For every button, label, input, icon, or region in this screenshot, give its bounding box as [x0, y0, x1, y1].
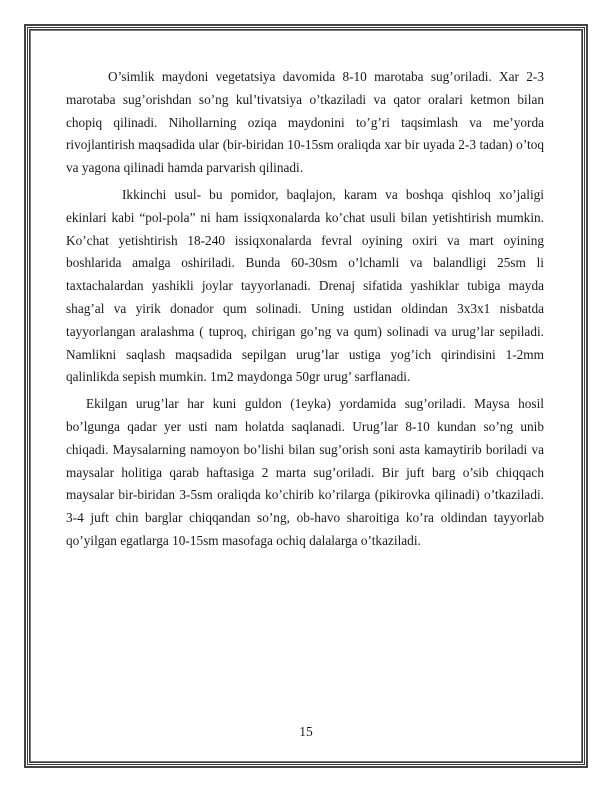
page-number: 15 [299, 724, 313, 739]
document-body [66, 66, 544, 553]
paragraph-seedling-method: Ikkinchi usul- bu pomidor, baqlajon, karam va boshqa qishloq xo’jaligi ekinlari kabi “pol-pola” ni ham issiqxonalarda ko’chat usuli bilan yetishtirish mumkin. Ko’chat yetishtirish 18-240 issiqxonalarda fevral oyining oxiri va mart oyining boshlarida amalga oshiriladi. Bunda 60-30sm o’lchamli va balandligi 25sm li taxtachalardan yashikli joylar tayyorlanadi. Drenaj sifatida yashiklar tubiga mayda shag’al va yirik donador qum solinadi. Uning ustidan oldindan 3x3x1 nisbatda tayyorlangan aralashma ( tuproq, chirigan go’ng va qum) solinadi va urug’lar sepiladi. Namlikni saqlash maqsadida sepilgan urug’lar ustiga yog’ich qirindisini 1-2mm qalinlikda sepish mumkin. 1m2 maydonga 50gr urug’ sarflanadi. [66, 186, 544, 385]
paragraph-seed-care: Ekilgan urug’lar har kuni guldon (1eyka) yordamida sug’oriladi. Maysa hosil bo’lgunga qadar yer usti nam holatda saqlanadi. Urug’lar 8-10 kundan so’ng unib chiqadi. Maysalarning namoyon bo’lishi bilan sug’orish soni asta kamaytirib boriladi va maysalar holitiga qarab haftasiga 2 marta sug’oriladi. Bir juft barg o’sib chiqqach maysalar bir-biridan 3-5sm oraliqda ko’chirib ko’rilarga (pikirovka qilinadi) o’tkaziladi. 3-4 juft chin barglar chiqqandan so’ng, ob-havo sharoitiga ko’ra oldindan tayyorlab qo’yilgan egatlarga 10-15sm masofaga ochiq dalalarga o’tkaziladi. [66, 396, 544, 548]
paragraph-vegetation-watering: O’simlik maydoni vegetatsiya davomida 8-10 marotaba sug’oriladi. Xar 2-3 marotaba sug’orishdan so’ng kul’tivatsiya o’tkaziladi va qator oralari ketmon bilan chopiq qilinadi. Nihollarning oziqa maydonini to’g’ri taqsimlash va me’yorda rivojlantirish maqsadida ular (bir-biridan 10-15sm oraliqda xar bir uyada 2-3 tadan) o’toq va yagona qilinadi hamda parvarish qilinadi. [66, 69, 544, 176]
